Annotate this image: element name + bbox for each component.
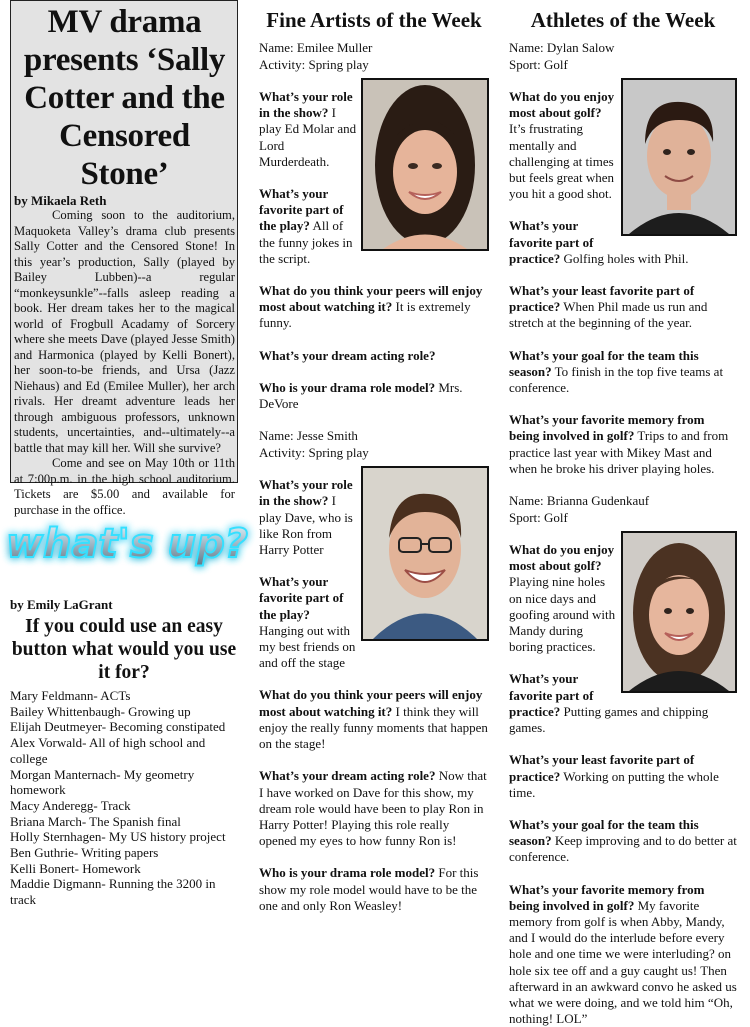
qa-item [259, 380, 489, 412]
qa-question: What’s your favorite part of the play? [259, 574, 344, 622]
qa-answer: Working on putting the whole time. [509, 768, 719, 800]
qa-question: What’s your dream acting role? [259, 347, 436, 363]
profile-activity: Activity: Spring play [259, 56, 369, 72]
qa-question: What’s your favorite part of practice? [509, 218, 594, 266]
qa-answer: All of the funny jokes in the script. [259, 218, 353, 266]
qa-answer: I play Ed Molar and Lord Murderdeath. [259, 105, 357, 169]
athlete-profile-1 [509, 40, 737, 477]
qa-question: What’s your goal for the team this season? [509, 816, 699, 849]
profile-name: Name: Jesse Smith [259, 428, 358, 444]
qa-question: What’s your least favorite part of practice? [509, 752, 695, 784]
qa-question: What’s your goal for the team this season? [509, 347, 699, 379]
qa-item [509, 283, 737, 332]
easy-button-question: If you could use an easy button what would you use it for? [11, 616, 237, 683]
qa-answer: My favorite memory from golf is when Abby, Mandy, and I would do the interlude before every hole and one time we were interluding? on hole six tee off and a guy caught us! Then afterward in an awkward convo he asked us what we were doing, and we told him “Oh, nothing! LOL” [509, 897, 737, 1027]
answer-item: Maddie Digmann- Running the 3200 in track [10, 876, 216, 908]
emilee-muller-photo [361, 78, 489, 251]
qa-question: What’s your favorite part of the play? [259, 186, 344, 234]
article-paragraph: Come and see on May 10th or 11th at 7:00p.m. in the high school auditorium. Tickets are $5.00 and available for purchase in the office. [14, 456, 235, 517]
answer-item: Briana March- The Spanish final [10, 813, 181, 829]
answer-item: Morgan Manternach- My geometry homework [10, 766, 195, 798]
right-column [509, 0, 737, 1027]
profile-activity: Activity: Spring play [259, 444, 369, 460]
qa-question: What’s your favorite part of practice? [509, 671, 594, 719]
brianna-gudenkauf-photo [621, 531, 737, 693]
answer-item: Mary Feldmann- ACTs [10, 688, 131, 703]
answer-item: Alex Vorwald- All of high school and college [10, 735, 206, 766]
whats-up-logo-graphic [6, 513, 248, 577]
artist-profile-1 [259, 40, 489, 412]
qa-answer: Mrs. DeVore [259, 379, 463, 412]
whats-up-logo [6, 513, 248, 577]
qa-answer: When Phil made us run and stretch at the beginning of the year. [509, 299, 708, 331]
qa-item [509, 348, 737, 397]
qa-answer: Putting games and chipping games. [509, 703, 709, 736]
profile-sport: Sport: Golf [509, 56, 568, 72]
qa-item [509, 412, 737, 477]
answer-item: Kelli Bonert- Homework [10, 860, 141, 876]
qa-answer: I think they will enjoy the really funny moments that happen on the stage! [259, 703, 488, 752]
qa-answer: It is extremely funny. [259, 299, 471, 331]
qa-item [509, 752, 737, 801]
artists-heading: Fine Artists of the Week [266, 8, 482, 32]
qa-answer: It’s frustrating mentally and challenging at times but feels great when you hit a good shot. [509, 121, 615, 202]
article-headline: MV drama presents ‘Sally Cotter and the Censored Stone’ [23, 4, 226, 192]
qa-item [509, 817, 737, 866]
whats-up-byline: by Emily LaGrant [10, 597, 113, 612]
profile-name: Name: Brianna Gudenkauf [509, 493, 650, 509]
qa-item [259, 283, 489, 332]
left-column [6, 0, 248, 908]
qa-answer: Golfing holes with Phil. [560, 250, 689, 266]
qa-answer: To finish in the top five teams at conference. [509, 363, 724, 396]
middle-column [259, 0, 489, 914]
qa-item [259, 687, 489, 752]
qa-question: What’s your dream acting role? [259, 768, 436, 784]
qa-question: What do you think your peers will enjoy most about watching it? [259, 283, 483, 315]
qa-answer: For this show my role model would have to be the one and only Ron Weasley! [259, 865, 479, 913]
qa-item [259, 865, 489, 914]
qa-answer: I play Dave, who is like Ron from Harry Potter [259, 493, 353, 558]
profile-name: Name: Emilee Muller [259, 40, 373, 55]
answer-item: Bailey Whittenbaugh- Growing up [10, 703, 191, 719]
drama-article [10, 0, 238, 517]
answer-item: Elijah Deutmeyer- Becoming constipated [10, 719, 226, 735]
qa-question: Who is your drama role model? [259, 865, 436, 881]
article-paragraph: Coming soon to the auditorium, Maquoketa Valley’s drama club presents Sally Cotter and the Censored Stone! In this year’s production, Sally (played by Bailey Lubben)--a regular “monkeysunkle”--falls asleep reading a book. Her dream takes her to the magical world of Frogbull Acadamy of Sorcery where she meets Dave (played Jesse Smith) and Harmonica (played by Kelli Bonert), her soon-to-be friends, and Ursa (Jazz Niehaus) and Ed (Emilee Muller), her arch rivals. Her dreamt adventure leads her through ambiguous professors, unknown students, uncertainties, and--ultimately--a battle that may kill her. Will she survive? [14, 208, 235, 455]
qa-question: Who is your drama role model? [259, 379, 436, 395]
jesse-smith-photo [361, 466, 489, 641]
qa-question: What do you enjoy most about golf? [509, 542, 615, 574]
qa-answer: Trips to and from practice last year with Mikey Mast and when he broke his driver playing holes. [509, 428, 729, 476]
qa-item [259, 768, 489, 849]
qa-question: What’s your favorite memory from being involved in golf? [509, 881, 705, 913]
artist-profile-2 [259, 428, 489, 914]
athlete-profile-2 [509, 493, 737, 1027]
profile-name: Name: Dylan Salow [509, 40, 615, 55]
qa-question: What’s your role in the show? [259, 89, 353, 121]
qa-answer: Playing nine holes on nice days and goofing around with Mandy during boring practices. [509, 574, 616, 655]
qa-question: What do you think your peers will enjoy most about watching it? [259, 687, 483, 719]
answer-item: Holly Sternhagen- My US history project [10, 829, 226, 845]
answer-item: Macy Anderegg- Track [10, 797, 131, 813]
qa-question: What’s your least favorite part of practice? [509, 283, 695, 315]
qa-item [259, 348, 489, 364]
athletes-heading: Athletes of the Week [530, 8, 716, 32]
qa-answer: Hanging out with my best friends on and off the stage [259, 622, 356, 671]
profile-sport: Sport: Golf [509, 509, 568, 525]
article-byline: by Mikaela Reth [14, 193, 107, 208]
dylan-salow-photo [621, 78, 737, 236]
qa-question: What do you enjoy most about golf? [509, 89, 615, 121]
qa-item [509, 882, 737, 1027]
qa-question: What’s your role in the show? [259, 477, 353, 509]
answer-item: Ben Guthrie- Writing papers [10, 845, 159, 861]
qa-answer: Now that I have worked on Dave for this show, my dream role would have been to play Ron in Harry Potter! Playing this role really opened my eyes to how funny Ron is! [259, 768, 487, 849]
qa-question: What’s your favorite memory from being involved in golf? [509, 412, 705, 444]
qa-answer: Keep improving and to do better at conference. [509, 833, 737, 865]
answers-list [10, 688, 238, 908]
svg-text:what's up?: what's up? [6, 521, 248, 567]
